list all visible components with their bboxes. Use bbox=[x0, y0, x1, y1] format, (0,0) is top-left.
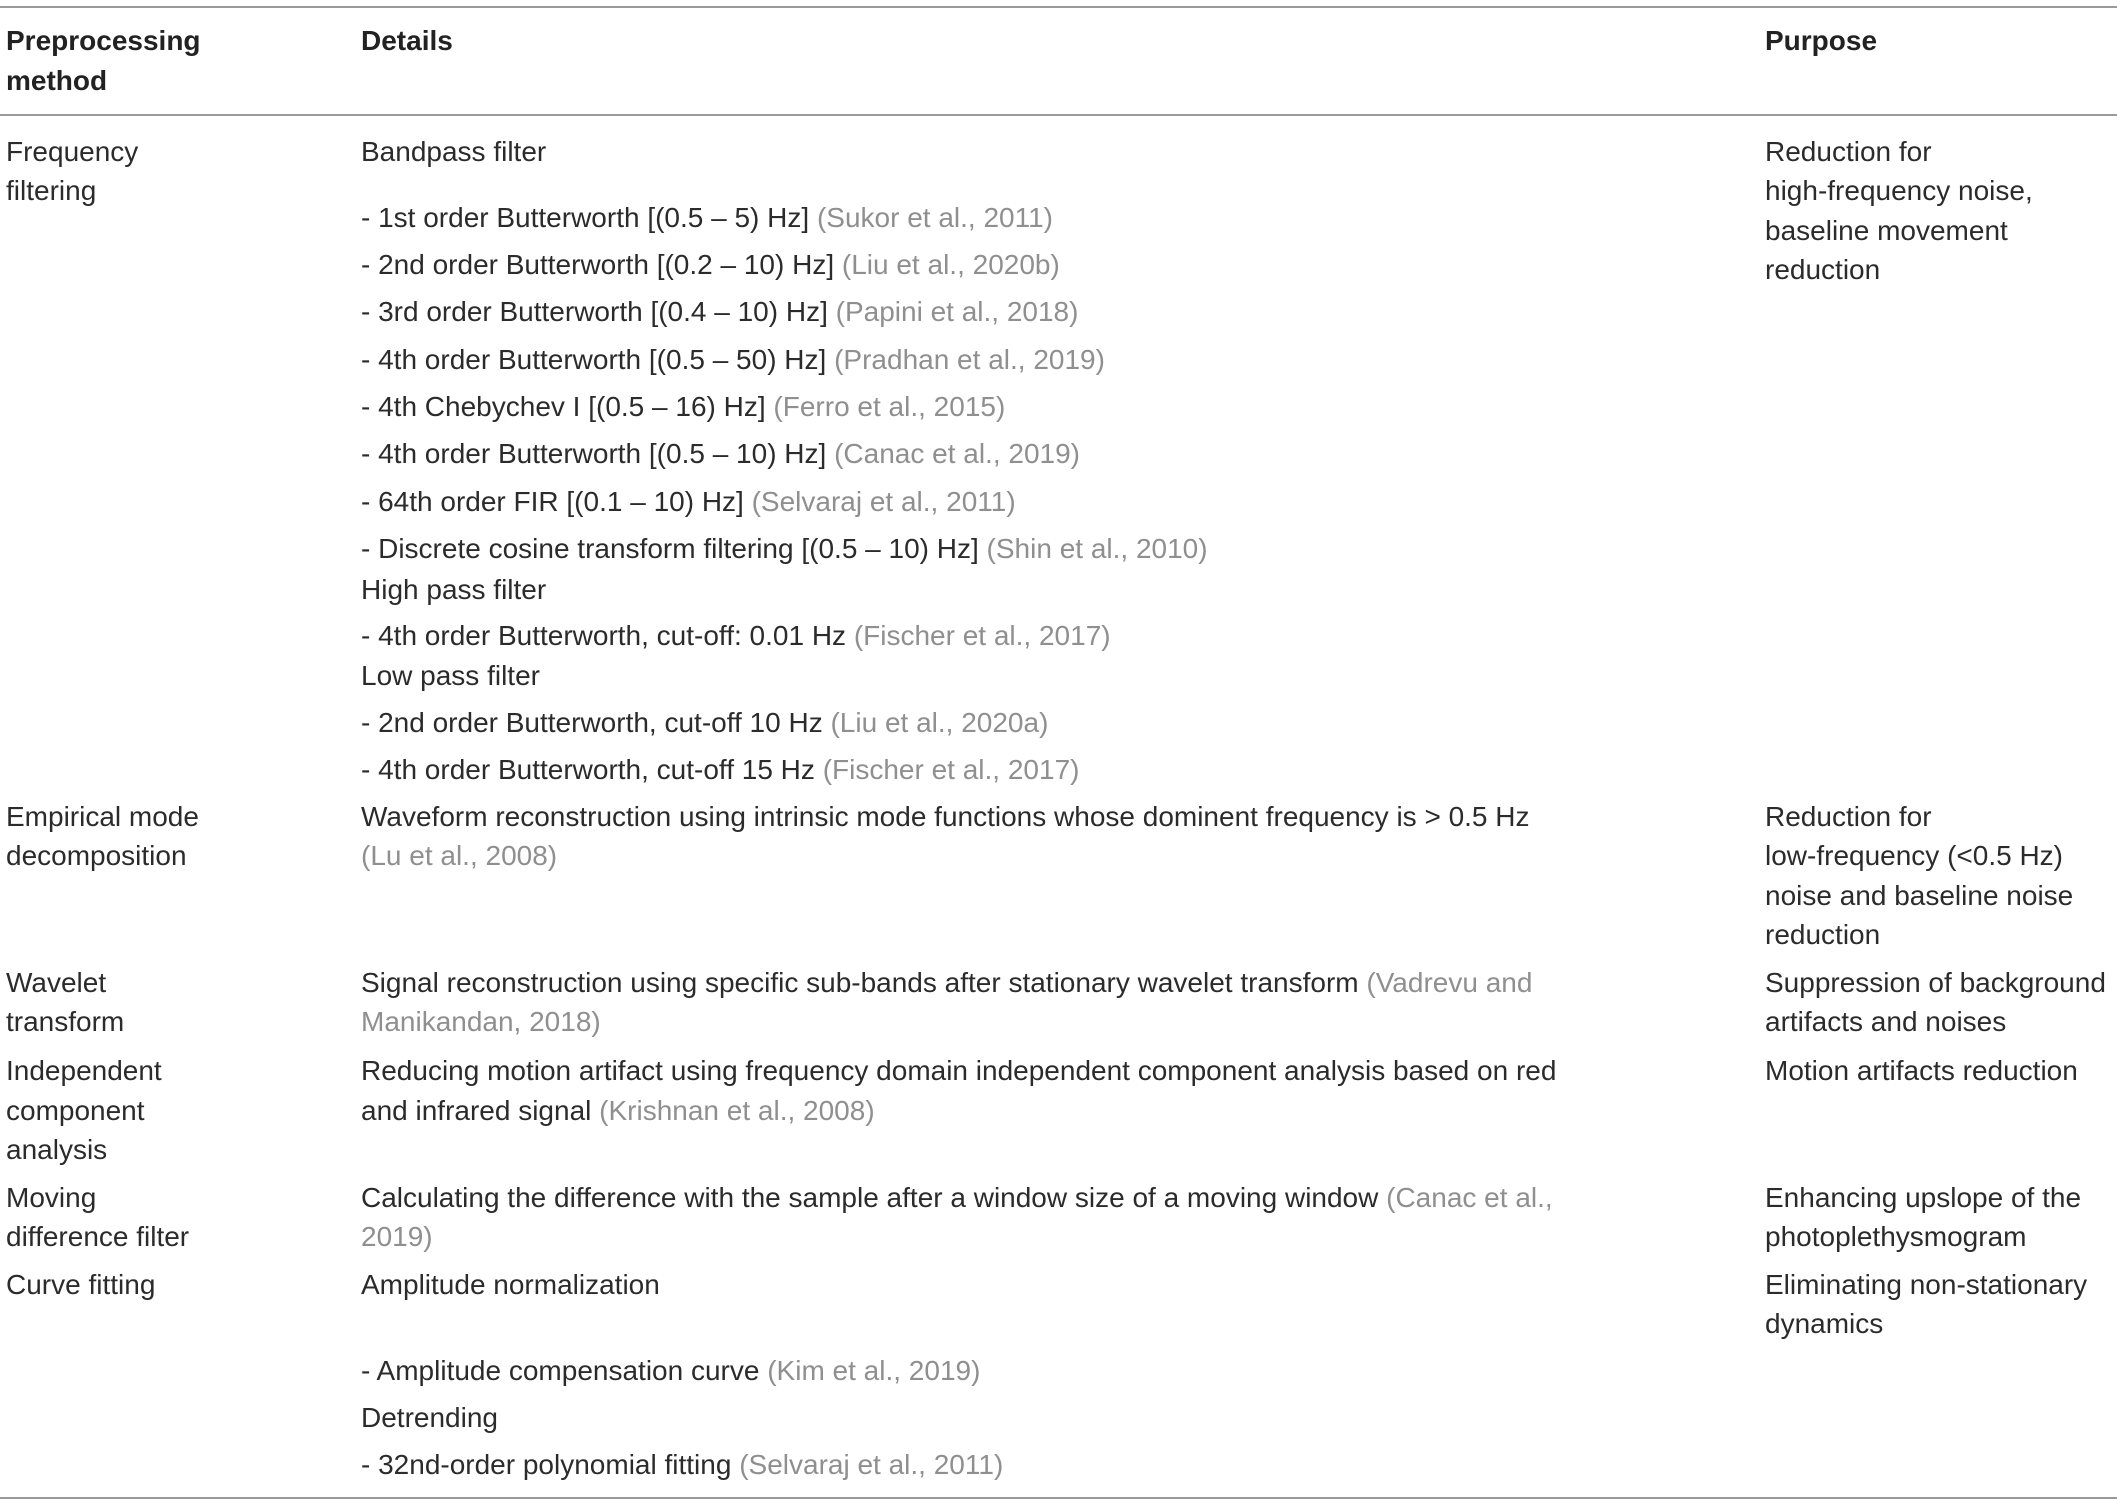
citation[interactable]: (Lu et al., 2008) bbox=[361, 840, 558, 871]
purpose-frequency-2: high-frequency noise, bbox=[1765, 175, 2033, 206]
citation[interactable]: (Liu et al., 2020b) bbox=[841, 249, 1060, 280]
citation[interactable]: (Krishnan et al., 2008) bbox=[599, 1095, 875, 1126]
header-rule bbox=[0, 114, 2117, 116]
purpose-wavelet-2: artifacts and noises bbox=[1765, 1006, 2007, 1037]
method-emd-2: decomposition bbox=[6, 840, 187, 871]
citation[interactable]: (Papini et al., 2018) bbox=[835, 296, 1079, 327]
method-ica-2: component bbox=[6, 1095, 145, 1126]
citation[interactable]: (Kim et al., 2019) bbox=[767, 1355, 981, 1386]
citation[interactable]: 2019) bbox=[361, 1221, 433, 1252]
citation[interactable]: (Fischer et al., 2017) bbox=[853, 620, 1111, 651]
purpose-frequency-3: baseline movement bbox=[1765, 215, 2008, 246]
lowpass-item: - 4th order Butterworth, cut-off 15 Hz (Fischer et al., 2017) bbox=[361, 754, 1080, 785]
citation[interactable]: (Ferro et al., 2015) bbox=[773, 391, 1006, 422]
method-ica-3: analysis bbox=[6, 1134, 108, 1165]
citation[interactable]: (Pradhan et al., 2019) bbox=[834, 344, 1105, 375]
purpose-wavelet-1: Suppression of background bbox=[1765, 967, 2106, 998]
emd-detail-line1: Waveform reconstruction using intrinsic mode functions whose dominent frequency is > 0.5 Hz bbox=[361, 801, 1530, 832]
detrend-item: - 32nd-order polynomial fitting (Selvaraj et al., 2011) bbox=[361, 1449, 1004, 1480]
bandpass-item: - 4th order Butterworth [(0.5 – 50) Hz] (Pradhan et al., 2019) bbox=[361, 344, 1105, 375]
method-wavelet-1: Wavelet bbox=[6, 967, 107, 998]
citation[interactable]: (Fischer et al., 2017) bbox=[822, 754, 1080, 785]
bandpass-item: - 1st order Butterworth [(0.5 – 5) Hz] (Sukor et al., 2011) bbox=[361, 202, 1053, 233]
highpass-item: - 4th order Butterworth, cut-off: 0.01 Hz (Fischer et al., 2017) bbox=[361, 620, 1111, 651]
lowpass-item: - 2nd order Butterworth, cut-off 10 Hz (Liu et al., 2020a) bbox=[361, 707, 1049, 738]
citation[interactable]: (Canac et al., bbox=[1386, 1182, 1553, 1213]
method-mdf-2: difference filter bbox=[6, 1221, 190, 1252]
amp-item: - Amplitude compensation curve (Kim et al., 2019) bbox=[361, 1355, 981, 1386]
bandpass-item: - 2nd order Butterworth [(0.2 – 10) Hz] (Liu et al., 2020b) bbox=[361, 249, 1060, 280]
bandpass-item: - 4th order Butterworth [(0.5 – 10) Hz] (Canac et al., 2019) bbox=[361, 438, 1081, 469]
purpose-frequency-1: Reduction for bbox=[1765, 136, 1932, 167]
purpose-emd-1: Reduction for bbox=[1765, 801, 1932, 832]
purpose-curve-2: dynamics bbox=[1765, 1308, 1884, 1339]
citation[interactable]: (Selvaraj et al., 2011) bbox=[751, 486, 1016, 517]
header-details: Details bbox=[361, 25, 453, 56]
purpose-emd-2: low-frequency (<0.5 Hz) bbox=[1765, 840, 2064, 871]
bottom-rule bbox=[0, 1497, 2117, 1499]
ica-detail-line1: Reducing motion artifact using frequency domain independent component analysis based on red bbox=[361, 1055, 1557, 1086]
header-method-line2: method bbox=[6, 65, 108, 96]
bandpass-item: - 64th order FIR [(0.1 – 10) Hz] (Selvaraj et al., 2011) bbox=[361, 486, 1016, 517]
detrend-title: Detrending bbox=[361, 1402, 498, 1433]
amp-title: Amplitude normalization bbox=[361, 1269, 660, 1300]
method-curve-1: Curve fitting bbox=[6, 1269, 156, 1300]
purpose-emd-4: reduction bbox=[1765, 919, 1881, 950]
citation[interactable]: (Sukor et al., 2011) bbox=[816, 202, 1053, 233]
method-frequency-2: filtering bbox=[6, 175, 97, 206]
method-wavelet-2: transform bbox=[6, 1006, 125, 1037]
purpose-frequency-4: reduction bbox=[1765, 254, 1881, 285]
method-emd-1: Empirical mode bbox=[6, 801, 199, 832]
purpose-mdf-2: photoplethysmogram bbox=[1765, 1221, 2027, 1252]
citation[interactable]: Manikandan, 2018) bbox=[361, 1006, 601, 1037]
header-purpose: Purpose bbox=[1765, 25, 1878, 56]
citation[interactable]: (Canac et al., 2019) bbox=[834, 438, 1081, 469]
bandpass-item: - 3rd order Butterworth [(0.4 – 10) Hz] (Papini et al., 2018) bbox=[361, 296, 1079, 327]
method-ica-1: Independent bbox=[6, 1055, 162, 1086]
bandpass-item: - Discrete cosine transform filtering [(0.5 – 10) Hz] (Shin et al., 2010) bbox=[361, 533, 1208, 564]
lowpass-title: Low pass filter bbox=[361, 660, 540, 691]
mdf-detail-line1: Calculating the difference with the sample after a window size of a moving window (Canac et al., bbox=[361, 1182, 1553, 1213]
purpose-ica-1: Motion artifacts reduction bbox=[1765, 1055, 2078, 1086]
ica-detail-line2: and infrared signal (Krishnan et al., 2008) bbox=[361, 1095, 875, 1126]
method-frequency-1: Frequency bbox=[6, 136, 139, 167]
bandpass-item: - 4th Chebychev I [(0.5 – 16) Hz] (Ferro et al., 2015) bbox=[361, 391, 1006, 422]
highpass-title: High pass filter bbox=[361, 574, 547, 605]
citation[interactable]: (Shin et al., 2010) bbox=[986, 533, 1208, 564]
citation[interactable]: (Vadrevu and bbox=[1366, 967, 1533, 998]
method-mdf-1: Moving bbox=[6, 1182, 97, 1213]
header-method-line1: Preprocessing bbox=[6, 25, 201, 56]
top-rule bbox=[0, 6, 2117, 8]
bandpass-title: Bandpass filter bbox=[361, 136, 547, 167]
citation[interactable]: (Selvaraj et al., 2011) bbox=[739, 1449, 1004, 1480]
purpose-curve-1: Eliminating non-stationary bbox=[1765, 1269, 2088, 1300]
purpose-mdf-1: Enhancing upslope of the bbox=[1765, 1182, 2082, 1213]
purpose-emd-3: noise and baseline noise bbox=[1765, 880, 2074, 911]
wavelet-detail-line1: Signal reconstruction using specific sub-bands after stationary wavelet transform (Vadrevu and bbox=[361, 967, 1533, 998]
citation[interactable]: (Liu et al., 2020a) bbox=[830, 707, 1049, 738]
